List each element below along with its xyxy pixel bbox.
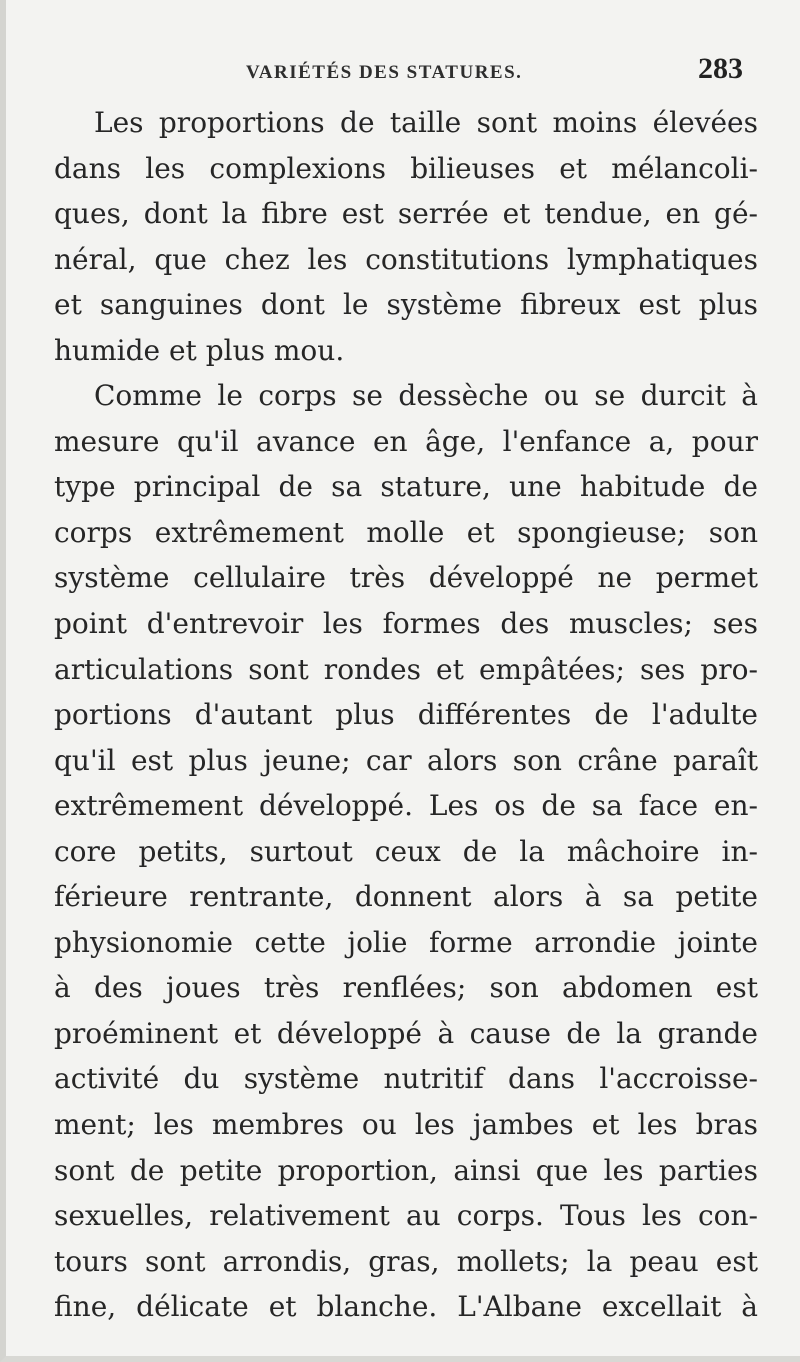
page-header <box>6 52 800 92</box>
text-line: type principal de sa stature, une habitude de <box>54 470 758 504</box>
running-head: VARIÉTÉS DES STATURES. <box>246 62 523 83</box>
text-line: dans les complexions bilieuses et mélancoli- <box>54 151 758 185</box>
text-line: qu'il est plus jeune; car alors son crâne paraît <box>54 743 758 777</box>
text-line: fine, délicate et blanche. L'Albane excellait à <box>54 1290 758 1324</box>
text-line: Comme le corps se dessèche ou se durcit à <box>94 379 758 413</box>
text-line: Les proportions de taille sont moins élevées <box>94 106 758 139</box>
page-number: 283 <box>698 52 743 85</box>
text-line: ques, dont la fibre est serrée et tendue, en gé- <box>54 197 758 231</box>
text-line: core petits, surtout ceux de la mâchoire in- <box>54 834 758 868</box>
text-line: férieure rentrante, donnent alors à sa petite <box>54 880 758 914</box>
text-line: physionomie cette jolie forme arrondie jointe <box>54 925 758 959</box>
text-line: proéminent et développé à cause de la grande <box>54 1016 758 1050</box>
text-line: extrêmement développé. Les os de sa face en- <box>54 789 758 823</box>
text-line: néral, que chez les constitutions lymphatiques <box>54 242 758 276</box>
text-line: humide et plus mou. <box>54 333 345 367</box>
text-line: à des joues très renflées; son abdomen est <box>54 971 758 1005</box>
text-line: activité du système nutritif dans l'accroisse- <box>54 1062 758 1096</box>
text-line: ment; les membres ou les jambes et les bras <box>54 1108 758 1142</box>
text-line: articulations sont rondes et empâtées; ses pro- <box>54 652 758 686</box>
text-line: mesure qu'il avance en âge, l'enfance a, pour <box>54 424 758 458</box>
text-line: système cellulaire très développé ne permet <box>54 561 758 595</box>
text-line: et sanguines dont le système fibreux est plus <box>54 288 758 322</box>
text-line: corps extrêmement molle et spongieuse; son <box>54 515 758 549</box>
body-text <box>54 100 758 1330</box>
text-line: point d'entrevoir les formes des muscles; ses <box>54 607 758 641</box>
text-line: portions d'autant plus différentes de l'adulte <box>54 698 758 732</box>
text-line: sont de petite proportion, ainsi que les parties <box>54 1153 758 1187</box>
text-line: sexuelles, relativement au corps. Tous les con- <box>54 1199 758 1233</box>
text-line: tours sont arrondis, gras, mollets; la peau est <box>54 1244 758 1278</box>
